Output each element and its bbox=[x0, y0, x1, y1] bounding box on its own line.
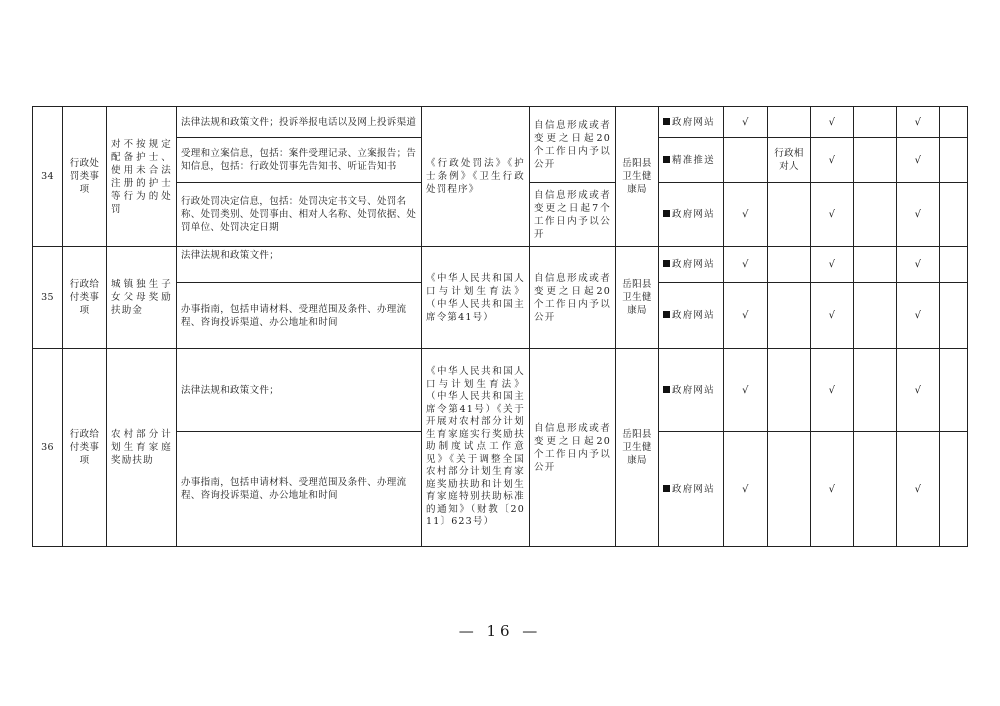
dept-cell: 岳阳县卫生健康局 bbox=[616, 349, 659, 547]
check-cell: √ bbox=[811, 107, 854, 138]
black-square-icon bbox=[663, 260, 670, 267]
check-cell bbox=[768, 349, 811, 432]
check-cell: √ bbox=[811, 432, 854, 547]
target-cell: 行政相对人 bbox=[768, 138, 811, 183]
timing-cell: 自信息形成或者变更之日起20个工作日内予以公开 bbox=[530, 107, 616, 183]
check-cell: √ bbox=[897, 138, 940, 183]
empty-cell bbox=[940, 247, 968, 283]
item-cell: 对不按规定配备护士、使用未合法注册的护士等行为的处罚 bbox=[107, 107, 177, 247]
check-cell: √ bbox=[724, 283, 768, 349]
page-number: — 16 — bbox=[458, 622, 542, 640]
timing-cell: 自信息形成或者变更之日起7个工作日内予以公开 bbox=[530, 183, 616, 247]
check-cell: √ bbox=[897, 183, 940, 247]
channel-cell: 政府网站 bbox=[659, 283, 724, 349]
timing-cell: 自信息形成或者变更之日起20个工作日内予以公开 bbox=[530, 349, 616, 547]
black-square-icon bbox=[663, 311, 670, 318]
check-cell: √ bbox=[811, 247, 854, 283]
check-cell bbox=[768, 283, 811, 349]
channel-cell: 政府网站 bbox=[659, 183, 724, 247]
row-number: 34 bbox=[33, 107, 63, 247]
timing-cell: 自信息形成或者变更之日起20个工作日内予以公开 bbox=[530, 247, 616, 349]
empty-cell bbox=[940, 432, 968, 547]
check-cell bbox=[854, 107, 897, 138]
dept-cell: 岳阳县卫生健康局 bbox=[616, 247, 659, 349]
check-cell: √ bbox=[811, 138, 854, 183]
check-cell: √ bbox=[811, 349, 854, 432]
content-cell: 办事指南，包括申请材料、受理范围及条件、办理流程、咨询投诉渠道、办公地址和时间 bbox=[177, 283, 422, 349]
black-square-icon bbox=[663, 485, 670, 492]
item-cell: 农村部分计划生育家庭奖励扶助 bbox=[107, 349, 177, 547]
check-cell: √ bbox=[897, 247, 940, 283]
check-cell bbox=[854, 247, 897, 283]
check-cell: √ bbox=[724, 432, 768, 547]
basis-cell: 《中华人民共和国人口与计划生育法》（中华人民共和国主席令第41号）《关于开展对农村部分计划生育家庭实行奖励扶助制度试点工作意见》《关于调整全国农村部分计划生育家庭奖励扶助和计划生育家庭特别扶助标准的通知》（财教〔2011〕623号） bbox=[422, 349, 530, 547]
check-cell bbox=[854, 138, 897, 183]
black-square-icon bbox=[663, 118, 670, 125]
check-cell: √ bbox=[724, 107, 768, 138]
check-cell bbox=[768, 247, 811, 283]
content-cell: 法律法规和政策文件；投诉举报电话以及网上投诉渠道 bbox=[177, 107, 422, 138]
empty-cell bbox=[940, 183, 968, 247]
channel-cell: 政府网站 bbox=[659, 107, 724, 138]
channel-cell: 政府网站 bbox=[659, 349, 724, 432]
table-row bbox=[33, 349, 968, 432]
black-square-icon bbox=[663, 156, 670, 163]
basis-cell: 《中华人民共和国人口与计划生育法》（中华人民共和国主席令第41号） bbox=[422, 247, 530, 349]
channel-cell: 精准推送 bbox=[659, 138, 724, 183]
empty-cell bbox=[940, 138, 968, 183]
check-cell: √ bbox=[897, 349, 940, 432]
table-row bbox=[33, 247, 968, 283]
check-cell bbox=[768, 107, 811, 138]
category-cell: 行政处罚类事项 bbox=[63, 107, 107, 247]
empty-cell bbox=[940, 283, 968, 349]
channel-cell: 政府网站 bbox=[659, 247, 724, 283]
content-cell: 受理和立案信息，包括：案件受理记录、立案报告；告知信息，包括：行政处罚事先告知书、听证告知书 bbox=[177, 138, 422, 183]
table-row bbox=[33, 107, 968, 138]
content-cell: 法律法规和政策文件； bbox=[177, 247, 422, 283]
check-cell bbox=[854, 349, 897, 432]
disclosure-table bbox=[32, 106, 968, 547]
item-cell: 城镇独生子女父母奖励扶助金 bbox=[107, 247, 177, 349]
black-square-icon bbox=[663, 386, 670, 393]
empty-cell bbox=[940, 107, 968, 138]
check-cell bbox=[854, 283, 897, 349]
channel-cell: 政府网站 bbox=[659, 432, 724, 547]
check-cell bbox=[768, 183, 811, 247]
content-cell: 法律法规和政策文件； bbox=[177, 349, 422, 432]
check-cell bbox=[854, 183, 897, 247]
dept-cell: 岳阳县卫生健康局 bbox=[616, 107, 659, 247]
black-square-icon bbox=[663, 210, 670, 217]
category-cell: 行政给付类事项 bbox=[63, 247, 107, 349]
check-cell: √ bbox=[811, 183, 854, 247]
check-cell: √ bbox=[724, 349, 768, 432]
check-cell: √ bbox=[724, 247, 768, 283]
row-number: 35 bbox=[33, 247, 63, 349]
check-cell bbox=[768, 432, 811, 547]
empty-cell bbox=[940, 349, 968, 432]
content-cell: 行政处罚决定信息，包括：处罚决定书文号、处罚名称、处罚类别、处罚事由、相对人名称、处罚依据、处罚单位、处罚决定日期 bbox=[177, 183, 422, 247]
check-cell bbox=[854, 432, 897, 547]
check-cell bbox=[724, 138, 768, 183]
category-cell: 行政给付类事项 bbox=[63, 349, 107, 547]
check-cell: √ bbox=[724, 183, 768, 247]
check-cell: √ bbox=[811, 283, 854, 349]
check-cell: √ bbox=[897, 107, 940, 138]
check-cell: √ bbox=[897, 283, 940, 349]
row-number: 36 bbox=[33, 349, 63, 547]
basis-cell: 《行政处罚法》《护士条例》《卫生行政处罚程序》 bbox=[422, 107, 530, 247]
check-cell: √ bbox=[897, 432, 940, 547]
content-cell: 办事指南，包括申请材料、受理范围及条件、办理流程、咨询投诉渠道、办公地址和时间 bbox=[177, 432, 422, 547]
